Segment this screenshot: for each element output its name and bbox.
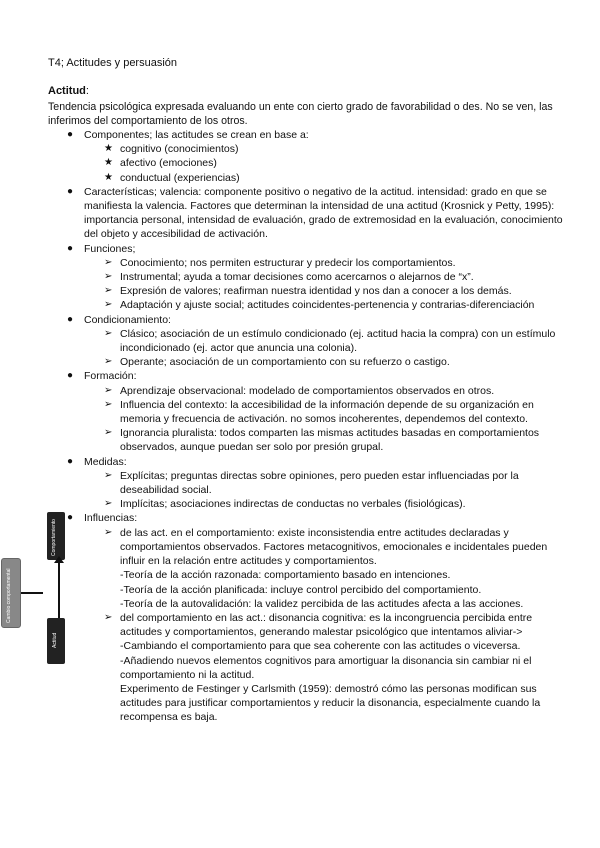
sub-item: ★ conductual (experiencias) [104, 171, 240, 184]
heading-text: Actitud [48, 85, 86, 97]
bullet-icon: ● [67, 370, 74, 382]
item-text: Características; valencia: componente positivo o negativo de la actitud. intensidad: grado en que se manifiesta la valencia. Factores que determinan la intensidad de una actitud (Krosnick y Petty, 1995): importancia personal, intensidad de evaluación, grado de extremosidad en la evaluación, conocimiento del objeto y accesibilidad de activación. [84, 185, 563, 241]
list-item-formacion [48, 369, 568, 383]
arrow-icon: ➢ [104, 285, 113, 297]
item-text: Medidas: [84, 455, 127, 468]
sub-item: ➢ de las act. en el comportamiento: existe inconsistendia entre actitudes declaradas y comportamientos observados. Factores metacognitivos, emocionales e incidentales pueden influir en la relación entre actitudes y comportamientos. [104, 526, 548, 568]
bullet-icon: ● [67, 129, 74, 140]
arrow-icon: ➢ [104, 384, 113, 396]
list-item-condicionamiento [48, 313, 568, 327]
diagram-top-box [47, 512, 65, 560]
arrow-icon: ➢ [104, 398, 113, 410]
diagram-connector-horizontal [21, 592, 43, 594]
heading-colon: : [85, 85, 89, 97]
continuation-line: -Teoría de la acción planificada: incluye control percibido del comportamiento. [120, 583, 482, 596]
sub-item: ➢ Influencia del contexto: la accesibilidad de la información depende de su organización en memoria y frecuencia de activación. no somos incoherentes, dependemos del contexto. [104, 398, 534, 426]
continuation-line: Experimento de Festinger y Carlsmith (1959): demostró cómo las personas modifican sus actitudes para justificar comportamientos y reducir la disonancia, especialmente cuando la recompensa es baja. [120, 682, 541, 724]
list-item-medidas [48, 455, 568, 469]
item-text: Componentes; las actitudes se crean en base a: [84, 129, 309, 141]
arrow-icon: ➢ [104, 469, 113, 481]
arrow-up-icon [54, 556, 64, 563]
continuation-line: -Cambiando el comportamiento para que sea coherente con las actitudes o viceversa. [120, 640, 521, 653]
intro-paragraph: Tendencia psicológica expresada evaluando un ente con cierto grado de favorabilidad o des. No se ven, las inferimos del comportamiento de los otros. [48, 101, 553, 128]
bullet-icon: ● [67, 185, 74, 197]
arrow-icon: ➢ [104, 526, 113, 538]
star-icon: ★ [104, 157, 113, 169]
continuation-line: -Teoría de la acción razonada: comportamiento basado en intenciones. [120, 569, 451, 582]
item-text: Formación: [84, 370, 137, 383]
sub-item: ➢ Conocimiento; nos permiten estructurar y predecir los comportamientos. [104, 256, 456, 269]
diagram-middle-box [1, 558, 21, 628]
sub-item: ➢ Expresión de valores; reafirman nuestra identidad y nos dan a conocer a los demás. [104, 285, 512, 298]
sub-item: ➢ Implícitas; asociaciones indirectas de conductas no verbales (fisiológicas). [104, 498, 466, 511]
star-icon: ★ [104, 143, 113, 155]
diagram-middle-label: Cambio comportamental [6, 568, 12, 623]
bullet-icon: ● [67, 313, 74, 325]
bullet-icon: ● [67, 512, 74, 524]
arrow-icon: ➢ [104, 498, 113, 510]
arrow-icon: ➢ [104, 427, 113, 439]
content-list [48, 128, 568, 725]
arrow-icon: ➢ [104, 327, 113, 339]
list-item-caracteristicas [48, 185, 568, 242]
list-item-funciones [48, 242, 568, 256]
sub-item: ➢ Clásico; asociación de un estímulo condicionado (ej. actitud hacia la compra) con un estímulo incondicionado (ej. actor que anuncia una colonia). [104, 327, 556, 355]
sub-item: ➢ Adaptación y ajuste social; actitudes coincidentes-pertenencia y contrarias-diferenciación [104, 299, 535, 312]
arrow-icon: ➢ [104, 299, 113, 311]
sub-item: ★ afectivo (emociones) [104, 157, 217, 170]
arrow-icon: ➢ [104, 271, 113, 283]
star-icon: ★ [104, 171, 113, 183]
sub-item: ➢ del comportamiento en las act.: disonancia cognitiva: es la incongruencia percibida entre actitudes y comportamientos, generando malestar psicológico que intentamos aliviar-> [104, 611, 533, 639]
diagram-top-label: Comportamiento [51, 519, 57, 556]
arrow-icon: ➢ [104, 256, 113, 268]
item-text: Condicionamiento: [84, 313, 171, 326]
section-heading [48, 85, 89, 97]
sub-item: ➢ Explícitas; preguntas directas sobre opiniones, pero pueden estar influenciadas por la deseabilidad social. [104, 469, 519, 497]
sub-item: ➢ Ignorancia pluralista: todos comparten las mismas actitudes basadas en comportamientos observados, aunque puedan ser solo por presión grupal. [104, 427, 540, 454]
margin-diagram [0, 510, 80, 670]
list-item-componentes [48, 128, 568, 142]
diagram-bottom-label: Actitud [52, 632, 58, 648]
sub-item: ➢ Instrumental; ayuda a tomar decisiones como acercarnos o alejarnos de “x”. [104, 271, 474, 284]
item-text: Funciones; [84, 242, 136, 255]
bullet-icon: ● [67, 455, 74, 467]
diagram-bottom-box [47, 618, 65, 664]
sub-item: ★ cognitivo (conocimientos) [104, 143, 239, 156]
continuation-line: -Teoría de la autovalidación: la validez percibida de las actitudes afecta a las acciones. [120, 597, 524, 610]
arrow-icon: ➢ [104, 611, 113, 623]
arrow-icon: ➢ [104, 356, 113, 368]
item-text: Influencias: [84, 512, 138, 525]
diagram-connector-vertical [58, 562, 60, 618]
list-item-influencias [48, 511, 568, 525]
sub-item: ➢ Aprendizaje observacional: modelado de comportamientos observados en otros. [104, 384, 495, 397]
continuation-line: -Añadiendo nuevos elementos cognitivos para amortiguar la disonancia sin cambiar ni el comportamiento ni la actitud. [120, 654, 532, 681]
document-title: T4; Actitudes y persuasión [48, 57, 178, 69]
sub-item: ➢ Operante; asociación de un comportamiento con su refuerzo o castigo. [104, 356, 450, 369]
bullet-icon: ● [67, 242, 74, 254]
